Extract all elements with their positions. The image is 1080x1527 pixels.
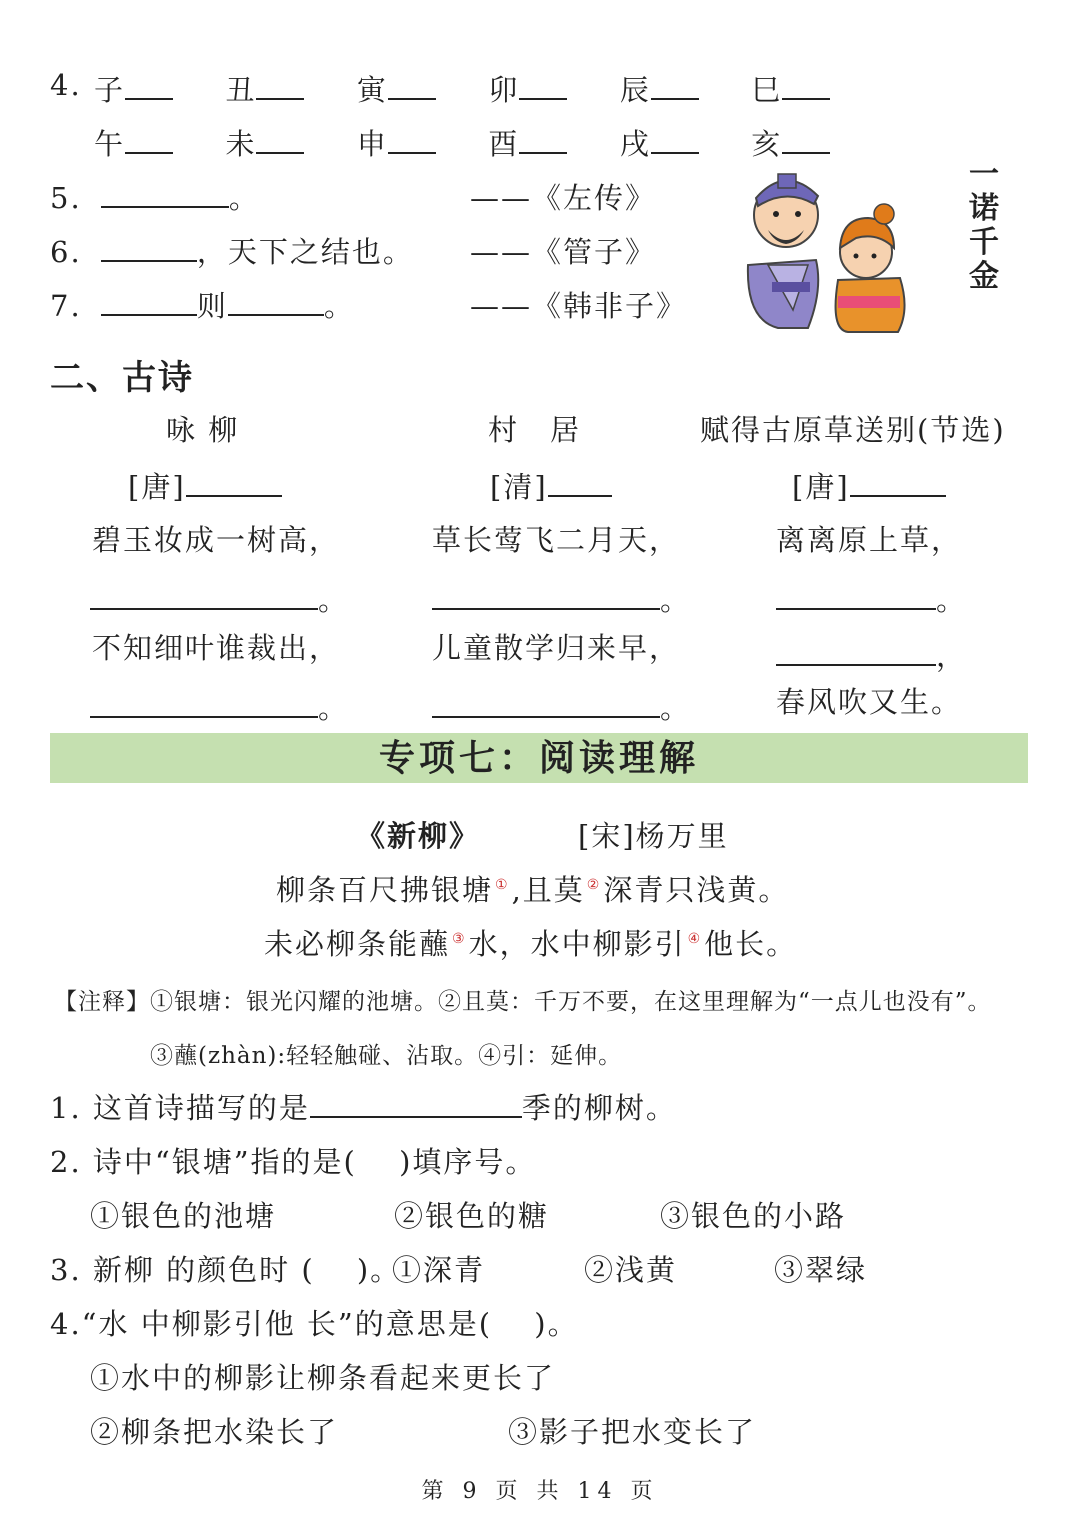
zodiac-char: 寅 [356,73,388,107]
zodiac-char: 子 [94,73,126,107]
poem-line: 儿童散学归来早， [432,631,681,665]
fill-blank[interactable] [186,469,282,497]
punctuation: 。 [323,289,355,323]
footnote-marker: ③ [452,931,467,948]
quote-source: ——《管子》 [470,235,657,269]
fill-blank[interactable] [125,72,173,100]
section-title: 二、古诗 [50,358,194,398]
fill-blank[interactable] [776,582,936,610]
poem-text: ,且莫 [511,873,585,907]
section-banner [50,733,1028,783]
fill-blank[interactable] [228,288,324,316]
zodiac-number: 4. [50,68,82,102]
item-number: 5. [50,181,82,215]
quote-text: 则 [196,289,228,323]
fill-blank[interactable] [782,126,830,154]
fill-blank[interactable] [432,582,660,610]
annotation-line-2: ③蘸(zhàn):轻轻触碰、沾取。④引：延伸。 [150,1043,623,1069]
poem-blank-line: ， [776,634,967,675]
reading-poem-line-1 [276,868,789,909]
question-3: 3. 新柳 的颜色时 ( )。 [50,1253,402,1287]
quote-item-7 [50,284,355,325]
question-4: 4.“水 中柳影引他 长”的意思是( )。 [50,1307,579,1341]
annotation-line-1: 【注释】①银塘：银光闪耀的池塘。②且莫：千万不要，在这里理解为“一点儿也没有”。 [54,989,992,1015]
q3-option[interactable]: ①深青 [392,1253,486,1287]
zodiac-row-2 [94,122,830,163]
poem-blank-line: 。 [90,578,349,619]
poem-author [792,465,946,506]
quote-source: ——《韩非子》 [470,289,688,323]
poem-line: 不知细叶谁裁出， [92,631,341,665]
dynasty-label: [清] [490,470,548,504]
fill-blank[interactable] [850,469,946,497]
item-number: 6. [50,235,82,269]
fill-blank[interactable] [651,126,699,154]
footnote-marker: ② [586,877,602,894]
quote-item-6 [50,230,414,271]
fill-blank[interactable] [388,72,436,100]
punctuation: 。 [228,181,260,215]
fill-blank[interactable] [256,126,304,154]
zodiac-char: 午 [94,127,126,161]
poem-title: 村 居 [488,413,582,447]
poem-text: 柳条百尺拂银塘 [276,873,494,907]
poem-author [128,465,282,506]
dynasty-label: [唐] [792,470,850,504]
zodiac-char: 申 [356,127,388,161]
q2-option[interactable]: ③银色的小路 [660,1199,847,1233]
fill-blank[interactable] [519,126,567,154]
fill-blank[interactable] [90,582,318,610]
fill-blank[interactable] [548,469,612,497]
zodiac-char: 戌 [619,127,651,161]
q4-option[interactable]: ①水中的柳影让柳条看起来更长了 [90,1361,556,1395]
poem-author [490,465,612,506]
question-text: 1. 这首诗描写的是 [50,1091,310,1125]
zodiac-row-1 [94,68,830,109]
fill-blank[interactable] [101,234,197,262]
poem-title: 咏 柳 [166,413,240,447]
question-2: 2. 诗中“银塘”指的是( )填序号。 [50,1145,537,1179]
q2-option[interactable]: ②银色的糖 [394,1199,550,1233]
question-1 [50,1086,677,1127]
q2-option[interactable]: ①银色的池塘 [90,1199,277,1233]
zodiac-char: 酉 [488,127,520,161]
poem-text: 深青只浅黄。 [603,873,790,907]
quote-source: ——《左传》 [470,181,657,215]
fill-blank[interactable] [125,126,173,154]
footnote-marker: ④ [687,931,703,948]
banner-title: 专项七：阅读理解 [378,737,699,779]
fill-blank[interactable] [388,126,436,154]
q3-option[interactable]: ②浅黄 [584,1253,678,1287]
item-number: 7. [50,289,82,323]
fill-blank[interactable] [256,72,304,100]
fill-blank[interactable] [90,690,318,718]
poem-blank-line: 。 [90,686,349,727]
page-footer: 第 9 页 共 14 页 [421,1479,659,1504]
question-text: 季的柳树。 [521,1091,677,1125]
zodiac-char: 亥 [751,127,783,161]
poem-text: 他长。 [704,927,798,961]
poem-line: 春风吹又生。 [776,685,963,719]
poem-text: 未必柳条能蘸 [264,927,451,961]
footnote-marker: ① [495,877,510,894]
dynasty-label: [唐] [128,470,186,504]
fill-blank[interactable] [101,288,197,316]
fill-blank[interactable] [310,1090,522,1118]
poem-text: 水，水中柳影引 [468,927,686,961]
side-title-vertical: 一诺千金 [969,157,999,294]
reading-poem-title: 《新柳》 [356,819,481,853]
poem-blank-line: 。 [432,686,691,727]
fill-blank[interactable] [651,72,699,100]
zodiac-char: 巳 [751,73,783,107]
zodiac-char: 未 [225,127,257,161]
poem-line: 草长莺飞二月天， [432,523,681,557]
quote-text: ，天下之结也。 [196,235,414,269]
poem-title: 赋得古原草送别(节选) [700,413,1006,447]
fill-blank[interactable] [776,638,936,666]
zodiac-char: 辰 [619,73,651,107]
fill-blank[interactable] [782,72,830,100]
q4-option[interactable]: ③影子把水变长了 [508,1415,757,1449]
reading-poem-line-2 [264,922,797,963]
q4-option[interactable]: ②柳条把水染长了 [90,1415,339,1449]
poem-blank-line: 。 [432,578,691,619]
poem-line: 碧玉妆成一树高， [92,523,341,557]
reading-poem-author: [宋]杨万里 [578,819,729,853]
cartoon-figures-illustration [738,170,928,335]
poem-blank-line: 。 [776,578,967,619]
quote-item-5 [50,176,260,217]
zodiac-char: 卯 [488,73,520,107]
poem-line: 离离原上草， [776,523,963,557]
fill-blank[interactable] [519,72,567,100]
fill-blank[interactable] [432,690,660,718]
zodiac-char: 丑 [225,73,257,107]
fill-blank[interactable] [101,180,229,208]
q3-option[interactable]: ③翠绿 [774,1253,868,1287]
